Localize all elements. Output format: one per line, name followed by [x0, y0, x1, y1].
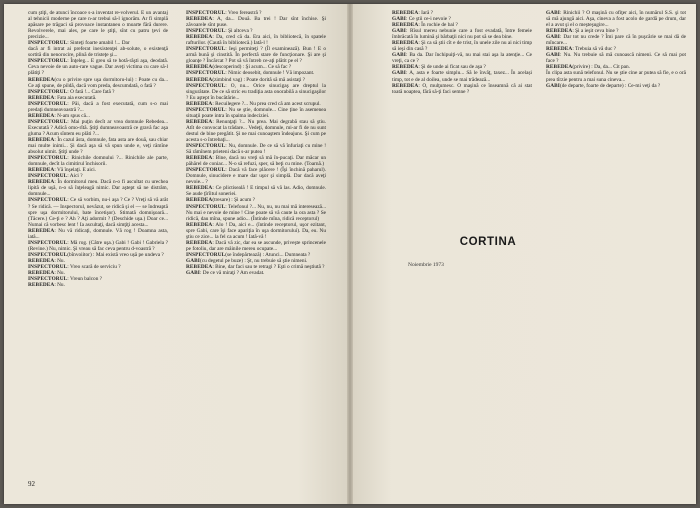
dialogue-line	[186, 270, 326, 276]
dialogue-line	[28, 137, 168, 155]
line-text: : Fata aia executată.	[54, 94, 97, 101]
dialogue-line	[28, 240, 168, 252]
line-text: : Rinichii ? O maşină cu ofiţer aici, în numărul S.S. şi tot să mă ajungă aici. Aşa, cineva a fost acolo de gardă pe drum, dar el a avut şi el o meşteşugire...	[546, 10, 686, 29]
line-text: : A, asta e foarte simplu... Să le învăţ, taxez... În același timp, tot e de al doilea, unde se mai trădează...	[392, 70, 532, 83]
dialogue-line	[28, 77, 168, 89]
dialogue-line	[392, 40, 532, 52]
line-text: : Ce ştii ce-i nevoie ?	[405, 16, 451, 23]
speaker-name: REBEDEA	[28, 112, 55, 119]
dialogue-line	[186, 185, 326, 197]
page-number: 92	[28, 480, 35, 488]
speaker-name: REBEDEA	[186, 155, 213, 162]
dialogue-line	[186, 16, 326, 28]
line-text: : Renunţaţi ?... Nu prea. Mai degrabă stau să ştiu. Atît de convocat la trădare... Vedeţi, domnule, mi-ar fi de nu sunt destul de bine pregătit. Şi ne mai cunoaştem îndeajuns. Şi cum pe acesta s-o întrebaţi...	[186, 118, 326, 143]
speaker-name: GABI	[546, 34, 560, 41]
line-text: : Mă rog. (Către uşa.) Gabi ! Gabi ! Gabriela ? (Revine.) Nu, nimic. Şi vreau să fac ceva pentru d-voastră ?	[28, 239, 168, 252]
speaker-name: REBEDEA	[186, 64, 213, 71]
speaker-name: REBEDEA	[28, 179, 55, 186]
speaker-name: INSPECTORUL	[28, 88, 68, 95]
speaker-name: REBEDEA	[186, 263, 213, 270]
date-line: Noiembrie 1973	[408, 262, 444, 268]
line-text: : Dacă vă face plăcere ! (Îşi închină paharul). Domnule, sinucidere e mare dar uşor şi simplă. Dar dacă aveţi nevoie... ?	[186, 167, 326, 186]
line-text: : Nu, domnule. De ce să vă înfuriaţi cu mine ! Să rămînem prieteni dacă s-ar putea !	[186, 143, 326, 156]
speaker-name: GABI	[392, 70, 406, 77]
line-text: (cu degetul pe buze) : Şt, nu trebuie să ştie nimeni.	[199, 257, 308, 264]
line-text: : Sinteţi foarte amabil !... Dar	[67, 40, 130, 47]
speaker-name: REBEDEA	[392, 82, 419, 89]
speaker-name: GABI	[546, 52, 560, 59]
speaker-name: INSPECTORUL	[186, 70, 226, 77]
text-column-4	[546, 10, 686, 89]
speaker-name: REBEDEA	[186, 76, 213, 83]
line-text: : Înţeleg... E greu să te hotă-răşti aşa, deodată. Ceva nevoie de un auto-rare vague. Dar aveţi victima cu care să-l plătiţi ?	[28, 58, 168, 77]
speaker-name: REBEDEA	[546, 46, 573, 53]
line-text: : Telefonul ?... Nu, nu, nu mai mă interesează... Nu mai e nevoie de mine ! Cine poate să vă caute la ora asta ? Se ridică, dau mîna, spune adio... (Întinde mîna, ridică receptorul)	[186, 203, 326, 222]
dialogue-line	[186, 204, 326, 222]
dialogue-line	[28, 179, 168, 197]
line-text: : Vă înşelaţi. E aici.	[54, 167, 96, 174]
dialogue-line	[28, 46, 168, 58]
dialogue-line	[186, 83, 326, 101]
speaker-name: REBEDEA	[186, 221, 213, 228]
dialogue-line	[186, 167, 326, 185]
speaker-name: INSPECTORUL	[186, 106, 226, 113]
line-text: : În dormitorul meu. Dacă n-o fi ascultat cu urechea lipită de uşă, n-o să înţeleagă nimic. Dar aştept să ne distrăm, domnule...	[28, 179, 168, 198]
dialogue-line	[28, 282, 168, 288]
dialogue-line	[186, 107, 326, 119]
dialogue-line	[186, 240, 326, 252]
line-text: : Ba da. Dar închipuiţi-vă, nu mai stai aşa la atenţie... Ce vreţi, ca ce ?	[392, 52, 532, 65]
line-text: : Alo ! Da, aici e... (întinde receptorul, uşor ezitant, spre Gabi, care îşi face apariţia în uşa dormitorului). Da, eu. Nu ştiu ce zice... la fel ca acum ! Iată-vă !	[186, 221, 326, 240]
line-text: : În cazul ăsta, domnule, fata asta are două, sau chiar mai multe inimi... Şi dacă aşa să vă spun unde e, veţi rămîne absolut uimit. Ştiţi unde ?	[28, 136, 168, 156]
speaker-name: INSPECTORUL	[186, 203, 226, 210]
line-text: : În rochie de bal ?	[418, 22, 458, 29]
dialogue-line	[546, 34, 686, 46]
speaker-name: GABI	[546, 82, 560, 89]
speaker-name: REBEDEA	[186, 185, 213, 192]
line-text: : Trebuia să vă duc ?	[572, 46, 617, 53]
text-column-2	[186, 10, 326, 276]
line-text: : Bine, dar faci sau te retragi ? Eşti o crimă neştiută ?	[212, 263, 325, 270]
speaker-name: REBEDEA	[28, 94, 55, 101]
dialogue-line	[186, 46, 326, 64]
book-gutter	[347, 4, 353, 504]
speaker-name: GABI	[186, 257, 200, 264]
dialogue-line	[28, 119, 168, 137]
dialogue-line	[546, 70, 686, 82]
line-text: În clipa asta sună telefonul. Nu se ştie cine ar putea să fie, e o oră prea tîrzie pentru a mai suna cineva...	[546, 70, 686, 83]
speaker-name: GABI	[392, 28, 406, 35]
speaker-name: REBEDEA	[392, 10, 419, 16]
speaker-name: INSPECTORUL	[186, 28, 226, 35]
dialogue-line	[546, 10, 686, 28]
line-text: : Şi altceva ?	[225, 28, 253, 35]
speaker-name: INSPECTORUL	[28, 58, 68, 65]
speaker-name: GABI	[392, 16, 406, 23]
dialogue-line	[392, 70, 532, 82]
speaker-name: REBEDEA	[186, 197, 213, 204]
speaker-name: REBEDEA	[186, 118, 213, 125]
line-text: (de departe, foarte de departe) : Ce-mi veţi da ?	[559, 82, 661, 89]
dialogue-line	[28, 197, 168, 227]
line-text: : N-am spus că...	[54, 112, 90, 119]
speaker-name: REBEDEA	[392, 40, 419, 47]
line-text: (tresare) : Şi acum ?	[212, 197, 255, 204]
line-text: : Nu.	[54, 257, 65, 264]
speaker-name: GABI	[546, 10, 560, 16]
dialogue-line	[186, 155, 326, 167]
line-text: : Şi de unde ai ficat sau de aşa ?	[418, 64, 486, 71]
line-text: : Păi, dacă a fost executată, cum s-o mai predaţi dumneavoastră ?...	[28, 100, 168, 113]
line-text: (descoperind) : Şi acum... Ce să fac ?	[212, 64, 292, 71]
speaker-name: REBEDEA	[28, 167, 55, 174]
dialogue-line	[28, 101, 168, 113]
line-text: : Mai puţin decît ar vrea domnule Rebedea... Executată ? Adică omo-rîtă. Ştiţi dumneavoastră ce gravă fac aşa gluma ? Acum sîntem eu plăti ?...	[28, 118, 168, 137]
dialogue-line	[28, 228, 168, 240]
speaker-name: REBEDEA	[186, 239, 213, 246]
speaker-name: INSPECTORUL	[28, 100, 68, 107]
line-text: : O, mulţumesc. O maşină ce înseamnă că ai stat toată noaptea, fără să-ţi faci semne ?	[392, 82, 532, 95]
line-text: (zimbind vag) : Poate dorită să mă asistaţi ?	[212, 76, 305, 83]
line-text: : Nimic deosebit, domnule ! Vă impozant.	[225, 70, 315, 77]
speaker-name: REBEDEA	[186, 16, 213, 23]
speaker-name: REBEDEA	[28, 257, 55, 264]
line-text: : Bine, dacă nu vreţi să mă în-pucaţi. Dar măcar un păhărel de coniac... N-o să refuzi, sper, să beţi cu mine. (Toarnă.)	[186, 155, 326, 168]
speaker-name: INSPECTORUL	[186, 10, 226, 16]
line-text: : Recuilegere ?... Nu prea cred că am acest scrupul.	[212, 100, 321, 107]
line-text: dacă ar fi intrat ai preferat inexistenţei ab-solute, o existenţă sortită din nenorocire, plină de tristeţe şi...	[28, 46, 168, 59]
dialogue-line	[186, 119, 326, 143]
dialogue-line	[186, 143, 326, 155]
line-text: (cu o privire spre uşa dormitoru-lui) : Poate cu da... Ce aţi spune, de pildă, dacă vom preda, descumdată, o fată ?	[28, 76, 168, 89]
book-spread	[4, 4, 696, 504]
line-text: : Nu.	[54, 282, 65, 289]
dialogue-line	[546, 83, 686, 89]
line-text: : Aici ?	[67, 173, 83, 180]
line-text: (privire) : Da, da... Cit pan.	[572, 64, 630, 71]
line-text: (se îndepărtează) : Atunci... Dumneata ?	[225, 251, 311, 258]
speaker-name: INSPECTORUL	[186, 46, 226, 53]
line-text: : Ieşi permiteţi ? (Îl examinează). Bun ! E o armă bună şi cinstită. În perfectă stare de funcţionare. Şi are şi gloanţe ? Încărcat ? Pot să vă întreb ce-aţi plătit pe el ?	[186, 46, 326, 65]
speaker-name: REBEDEA	[546, 64, 573, 71]
line-text: : Dar tot nu crede ? Îmi pare că în puşcărie se mai dă de mîncare...	[546, 34, 686, 47]
speaker-name: INSPECTORUL	[186, 143, 226, 150]
speaker-name: INSPECTORUL	[28, 118, 68, 125]
dialogue-line	[28, 155, 168, 167]
speaker-name: REBEDEA	[28, 227, 55, 234]
speaker-name: INSPECTORUL	[28, 155, 68, 162]
speaker-name: INSPECTORUL	[28, 40, 68, 47]
speaker-name: INSPECTORUL	[28, 239, 68, 246]
speaker-name: GABI	[392, 52, 406, 59]
line-text: : O, nu... Orice sinucigaş are dreptul la singurătate. De ce să stric eu tradiţia asta onorabilă a sinucigaşilor ? Eu aştept în bucătărie...	[186, 82, 326, 101]
speaker-name: GABI	[186, 270, 200, 277]
right-page	[350, 4, 696, 504]
dialogue-line	[28, 58, 168, 76]
dialogue-line	[186, 34, 326, 46]
line-text: : Rinichile domnului ?... Rinichile ale parte, domnule, decît la cimitirul închisorii.	[28, 155, 168, 168]
line-text: : Dacă vă zic, dar ea se ascunde, priveşte sprincenele pe fotoliu, dar are mâinile mereu ocupate...	[186, 239, 326, 252]
line-text: : Da, cred că da. Era aici, în bibliotecă, în spatele rafturilor. (Caută în bibliotecă.) Iată-l !	[186, 34, 326, 47]
line-text: : A, da... Două. Ba trei ! Dar sînt închise. Şi zăvoarele sînt puse.	[186, 16, 326, 29]
line-text: : Rîsul mereu nebunie care a fost evadată, între femeie îmbrăcată în lumină şi bărbaţii nici nu pot să se dea bine.	[392, 28, 532, 41]
left-page	[4, 4, 350, 504]
speaker-name: INSPECTORUL	[186, 82, 226, 89]
speaker-name: INSPECTORUL	[186, 251, 226, 258]
line-text: : Ce plictiseală ! E timpul să vă las. Adio, domnule. Se aude ţîrîitul soneriei.	[186, 185, 326, 198]
line-text: : Vreun balcon ?	[67, 276, 103, 283]
speaker-name: INSPECTORUL	[28, 173, 68, 180]
speaker-name: INSPECTORUL	[28, 263, 68, 270]
line-text: : Vreo scară de serviciu ?	[67, 263, 121, 270]
line-text: : Nu vă ridicaţi, domnule. Vă rog ! Doamna asta, iată...	[28, 227, 168, 240]
line-text: cum ştiţi, de atunci încoace s-a inventat re-volverul. E un avantaj al tehnicii moderne pe care n-ar trebui să-l ignorăm. Ar fi simplă apăsare pe trăgaci să provoace instantaneu o moarte fără durere. Revolverele, mai ales, pe care le ştiţi, sînt cu patru ţevi de precizie...	[28, 10, 168, 41]
end-title: CORTINA	[459, 236, 517, 248]
speaker-name: REBEDEA	[186, 100, 213, 107]
speaker-name: INSPECTORUL	[28, 197, 68, 204]
speaker-name: INSPECTORUL	[28, 276, 68, 283]
line-text: : O fată !... Care fată ?	[67, 88, 115, 95]
speaker-name: REBEDEA	[392, 64, 419, 71]
line-text: : De ce vă miraţi ? Am evadat.	[199, 270, 265, 277]
speaker-name: REBEDEA	[392, 22, 419, 29]
dialogue-line	[392, 52, 532, 64]
line-text: : Ce să vorbim, nu-i aşa ? Ce ? Vreţi să vă arăt ? Se ridică. — Inspectorul, nevăzut, se ridică şi el — se îndreaptă spre uşa dormitorului, bate încetişor). Stimată domnişoară... (Tăcere.) Ce-ţi e ? Ah ? Aţi adormit ? (Deschide uşa.) Doar ce... Numai că vorbesc lent ! Ia ascultaţi, dacă simţiţi acesta...	[28, 197, 168, 228]
speaker-name: INSPECTORUL	[186, 167, 226, 174]
text-column-1	[28, 10, 168, 288]
line-text: : Iară ?	[418, 10, 434, 16]
speaker-name: REBEDEA	[28, 282, 55, 289]
line-text: : Şi a ieşit ceva bine ?	[572, 28, 619, 35]
line-text: : Şi ca să ştii cît e de trist, în unele zile nu ai nici timp să ieşi din casă ?	[392, 40, 532, 53]
dialogue-line	[546, 52, 686, 64]
dialogue-line	[186, 222, 326, 240]
speaker-name: REBEDEA	[546, 28, 573, 35]
line-text: : Vreo fereastră ?	[225, 10, 262, 16]
speaker-name: REBEDEA	[28, 136, 55, 143]
dialogue-line	[392, 83, 532, 95]
speaker-name: REBEDEA	[28, 270, 55, 277]
speaker-name: REBEDEA	[186, 34, 213, 41]
line-text: (bînvoiitor) : Mai există vreo ușă pe undeva ?	[67, 251, 164, 258]
line-text: : Nu se ştie, domnule... Cine ţine în asemenea situaţii poate intra în spaima indeciziei.	[186, 106, 326, 119]
speaker-name: INSPECTORUL	[28, 251, 68, 258]
line-text: : Nu. Nu trebuie să mă cunoască nimeni. Ce să mai pot face ?	[546, 52, 686, 65]
dialogue-line	[392, 28, 532, 40]
text-column-3	[392, 10, 532, 95]
dialogue-line	[28, 10, 168, 40]
line-text: : Nu.	[54, 270, 65, 277]
speaker-name: REBEDEA	[28, 76, 55, 83]
